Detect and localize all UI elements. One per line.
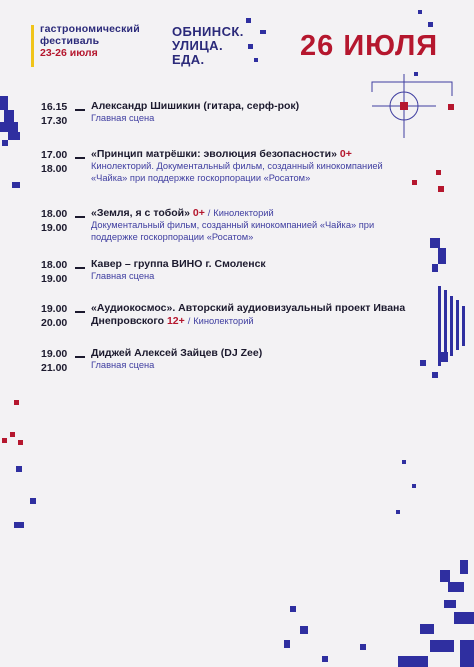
event-description: Главная сцена xyxy=(91,113,155,123)
event-description: Главная сцена xyxy=(91,360,155,370)
event-times xyxy=(41,347,67,375)
festival-title-line1: гастрономический xyxy=(40,23,140,35)
event-title-row xyxy=(91,148,421,161)
event-times xyxy=(41,100,67,128)
event-title: Кавер – группа ВИНО г. Смоленск xyxy=(91,258,266,270)
event-end: 21.00 xyxy=(41,362,68,374)
event-dash xyxy=(75,267,85,269)
brand-line2: УЛИЦА. xyxy=(172,38,223,53)
schedule-item xyxy=(41,148,421,207)
event-title-row xyxy=(91,302,411,328)
event-start: 19.00 xyxy=(41,303,68,315)
festival-dates: 23-26 июля xyxy=(40,47,98,59)
brand-line1: ОБНИНСК. xyxy=(172,24,244,39)
event-end: 19.00 xyxy=(41,222,68,234)
event-dash xyxy=(75,216,85,218)
event-start: 18.00 xyxy=(41,208,68,220)
schedule-item xyxy=(41,207,421,258)
event-title: «Принцип матрёшки: эволюция безопасности» xyxy=(91,148,337,160)
event-dash xyxy=(75,311,85,313)
event-end: 18.00 xyxy=(41,163,68,175)
logo-stripe xyxy=(31,25,34,67)
event-venue: Кинолекторий xyxy=(213,208,274,218)
page-title-date: 26 ИЮЛЯ xyxy=(300,30,439,62)
event-description: Кинолекторий. Документальный фильм, созданный кинокомпанией «Чайка» при поддержке госкорпорации «Росатом» xyxy=(91,161,383,183)
event-description: Документальный фильм, созданный кинокомпанией «Чайка» при поддержке госкорпорации «Росатом» xyxy=(91,220,375,242)
age-rating: 0+ xyxy=(192,207,205,219)
event-end: 20.00 xyxy=(41,317,68,329)
event-dash xyxy=(75,157,85,159)
event-dash xyxy=(75,109,85,111)
schedule-item xyxy=(41,347,421,387)
age-rating: 12+ xyxy=(166,315,185,327)
festival-title-line2: фестиваль xyxy=(40,35,100,47)
event-description: Главная сцена xyxy=(91,271,155,281)
brand-logo xyxy=(172,25,244,67)
event-times xyxy=(41,207,67,235)
event-start: 16.15 xyxy=(41,101,68,113)
event-dash xyxy=(75,356,85,358)
schedule-list xyxy=(41,100,421,387)
event-venue: Кинолекторий xyxy=(193,316,254,326)
schedule-item xyxy=(41,302,421,347)
event-times xyxy=(41,148,67,176)
venue-separator: / xyxy=(187,316,191,326)
event-start: 18.00 xyxy=(41,259,68,271)
event-times xyxy=(41,302,67,330)
event-times xyxy=(41,258,67,286)
event-title: Александр Шишикин (гитара, серф-рок) xyxy=(91,100,300,112)
event-end: 17.30 xyxy=(41,115,68,127)
festival-logo xyxy=(40,23,140,59)
venue-separator: / xyxy=(207,208,211,218)
brand-line3: ЕДА. xyxy=(172,52,205,67)
age-rating: 0+ xyxy=(339,148,352,160)
schedule-item xyxy=(41,100,421,148)
event-start: 17.00 xyxy=(41,149,68,161)
event-title: «Земля, я с тобой» xyxy=(91,207,190,219)
event-title: Диджей Алексей Зайцев (DJ Zee) xyxy=(91,347,263,359)
schedule-item xyxy=(41,258,421,302)
event-end: 19.00 xyxy=(41,273,68,285)
event-start: 19.00 xyxy=(41,348,68,360)
event-title-row xyxy=(91,207,421,220)
event-title: «Аудиокосмос». Авторский аудиовизуальный проект Ивана Днепровского xyxy=(91,302,406,327)
